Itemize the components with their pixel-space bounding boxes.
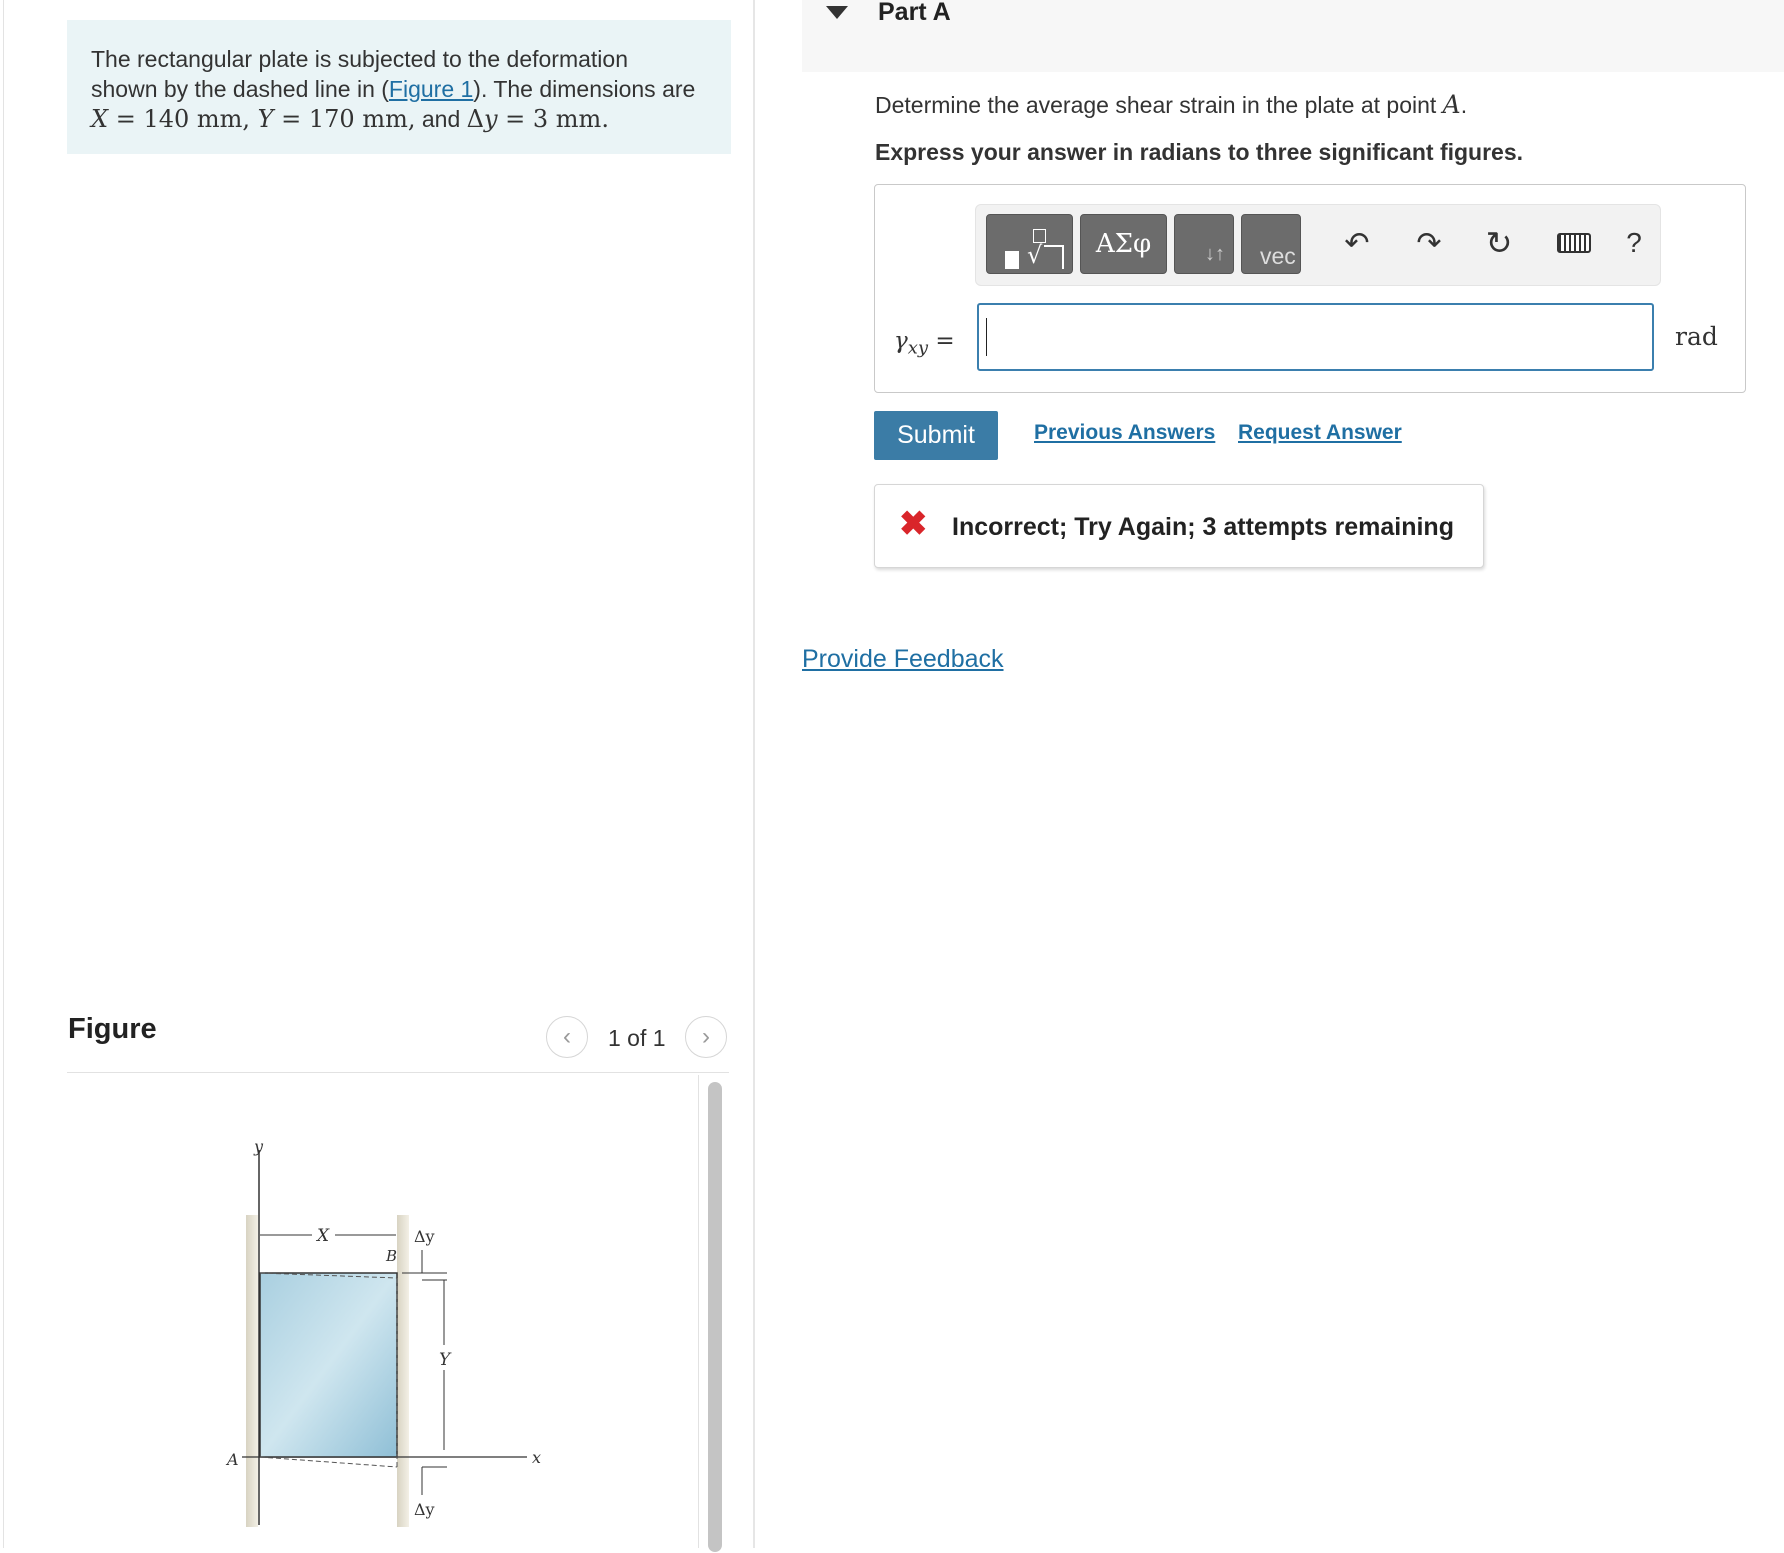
left-wall <box>246 1215 258 1527</box>
label-point-b: B <box>386 1247 398 1265</box>
problem-statement <box>67 20 731 154</box>
keyboard-glyph <box>1557 233 1591 253</box>
label-x-dim: X <box>317 1226 330 1246</box>
templates-button[interactable] <box>986 214 1073 274</box>
left-border <box>3 0 4 1548</box>
chevron-left-icon: ‹ <box>563 1023 571 1050</box>
next-figure-button[interactable] <box>685 1016 727 1058</box>
feedback-box <box>874 484 1484 568</box>
column-divider <box>753 0 755 1548</box>
templates-icon <box>1005 251 1019 269</box>
keyboard-icon[interactable] <box>1546 225 1602 261</box>
label-delta-bottom: Δy <box>414 1500 435 1519</box>
label-y-axis: y <box>254 1137 264 1156</box>
figure-count: 1 of 1 <box>608 1025 666 1051</box>
text-caret <box>986 318 987 356</box>
unit-label: rad <box>1675 322 1718 351</box>
vec-label: vec <box>1260 243 1296 269</box>
figure-title: Figure <box>68 1013 157 1045</box>
previous-answers-link[interactable]: Previous Answers <box>1034 421 1216 444</box>
label-x-axis: x <box>532 1448 542 1467</box>
math-toolbar <box>975 204 1661 286</box>
feedback-message: Incorrect; Try Again; 3 attempts remaining <box>952 513 1454 541</box>
sqrt-icon: √ <box>1027 241 1043 269</box>
problem-line-1: The rectangular plate is subjected to the deformation <box>91 46 628 72</box>
chevron-right-icon: › <box>702 1023 710 1050</box>
greek-button[interactable]: ΑΣφ <box>1080 214 1167 274</box>
figure-link[interactable]: Figure 1 <box>388 76 474 102</box>
help-icon[interactable]: ? <box>1626 227 1642 258</box>
figure-rule <box>67 1072 729 1073</box>
right-wall <box>397 1215 409 1527</box>
arrows-label: ↓↑ <box>1205 243 1225 265</box>
answer-input[interactable] <box>977 303 1654 371</box>
figure-scrollbar[interactable] <box>708 1082 722 1552</box>
error-x-icon: ✖ <box>899 505 928 543</box>
question-text: Determine the average shear strain in the plate at point A. <box>875 90 1468 119</box>
figure-diagram <box>67 1075 697 1548</box>
sqrt-bar <box>1044 245 1064 269</box>
label-point-a: A <box>227 1450 239 1469</box>
provide-feedback-link[interactable]: Provide Feedback <box>802 645 1004 673</box>
undo-icon[interactable]: ↶ <box>1344 226 1370 260</box>
part-header[interactable] <box>802 0 1784 72</box>
part-title: Part A <box>878 0 951 26</box>
deformed-bottom-edge <box>260 1457 397 1467</box>
label-y-dim: Y <box>439 1350 451 1370</box>
redo-icon[interactable]: ↷ <box>1416 226 1442 260</box>
problem-line-2: shown by the dashed line in (Figure 1). The dimensions are <box>91 76 696 102</box>
arrows-button[interactable] <box>1174 214 1234 274</box>
submit-button[interactable]: Submit <box>874 411 998 460</box>
request-answer-link[interactable]: Request Answer <box>1238 421 1402 444</box>
vec-button[interactable] <box>1241 214 1301 274</box>
collapse-triangle-icon[interactable] <box>826 6 848 19</box>
figure-panel <box>67 1075 727 1548</box>
plate <box>260 1273 397 1457</box>
instruction-text: Express your answer in radians to three significant figures. <box>875 139 1524 165</box>
prev-figure-button[interactable] <box>546 1016 588 1058</box>
answer-label: $\gamma_{xy}$ = <box>894 328 955 359</box>
problem-line-3: X = 140 mm, Y = 170 mm, and Δy = 3 mm. <box>91 105 609 133</box>
reset-icon[interactable]: ↻ <box>1485 225 1513 261</box>
label-delta-top: Δy <box>414 1227 435 1246</box>
